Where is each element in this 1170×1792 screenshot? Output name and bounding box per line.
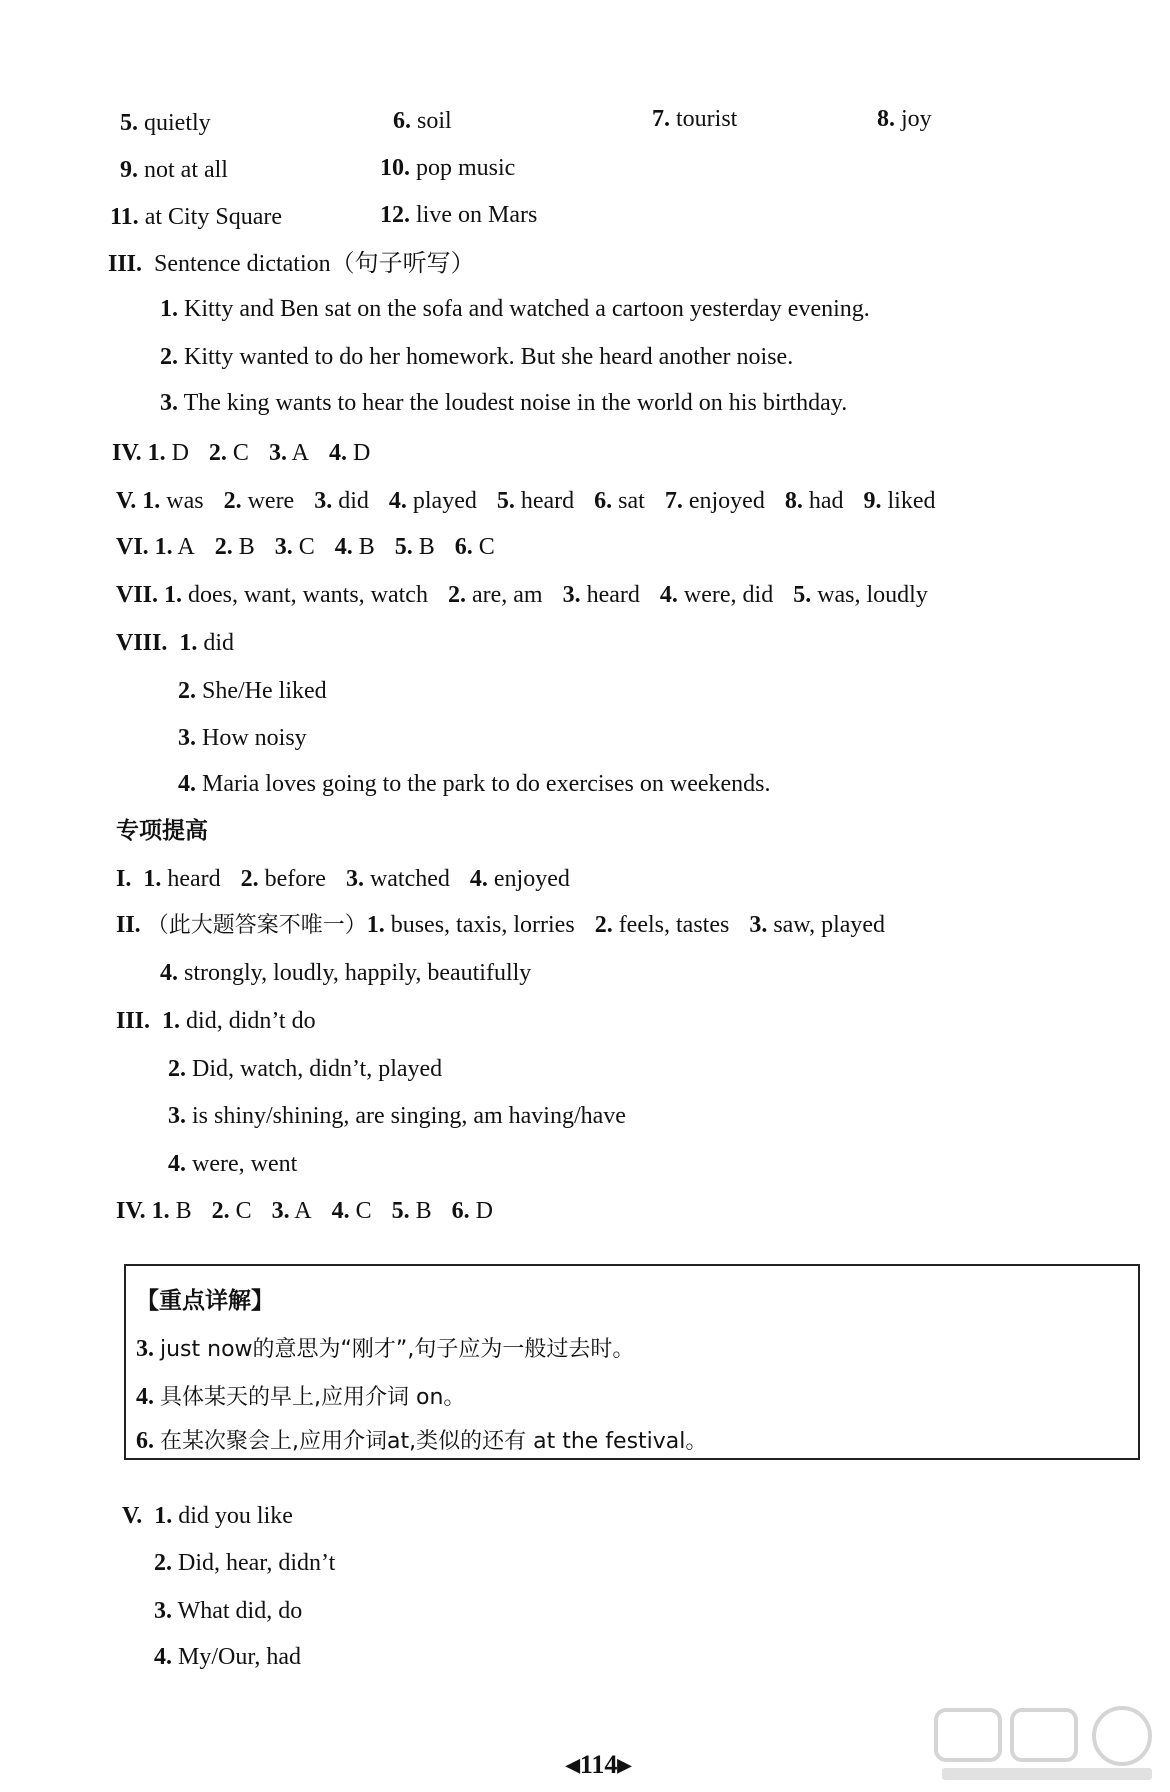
answer-item: 2. Did, watch, didn’t, played (168, 1056, 443, 1082)
answer-row: I. 1. heard 2. before 3. watched 4. enjoyed (116, 866, 570, 892)
page-number: ◀114▶ (566, 1750, 632, 1779)
answer-item: 3. The king wants to hear the loudest noise in the world on his birthday. (160, 390, 848, 416)
answer-item: VIII. 1. did (116, 630, 235, 656)
answer-item: 4. were, went (168, 1151, 298, 1177)
answer-row: V. 1. was 2. were 3. did 4. played 5. heard 6. sat 7. enjoyed 8. had 9. liked (116, 488, 936, 514)
answer-row: IV. 1. D 2. C 3. A 4. D (112, 440, 371, 466)
answer-row: II. （此大题答案不唯一）1. buses, taxis, lorries 2. feels, tastes 3. saw, played (116, 912, 886, 938)
key-points-title: 【重点详解】 (136, 1288, 274, 1314)
answer-item: 3. is shiny/shining, are singing, am having/have (168, 1103, 626, 1129)
answer-item: 8. joy (877, 106, 932, 132)
answer-item: 4. My/Our, had (154, 1644, 302, 1670)
answer-row: IV. 1. B 2. C 3. A 4. C 5. B 6. D (116, 1198, 494, 1224)
answer-row: VII. 1. does, want, wants, watch 2. are, am 3. heard 4. were, did 5. was, loudly (116, 582, 928, 608)
key-point: 4. 具体某天的早上,应用介词 on。 (136, 1384, 466, 1410)
left-triangle-icon: ◀ (566, 1755, 580, 1775)
answer-item: 2. She/He liked (178, 678, 327, 704)
answer-item: 1. Kitty and Ben sat on the sofa and watched a cartoon yesterday evening. (160, 296, 870, 322)
answer-item: 3. How noisy (178, 725, 307, 751)
answer-item: 6. soil (393, 108, 452, 134)
answer-item: 5. quietly (120, 110, 211, 136)
key-points-box (124, 1264, 1140, 1460)
right-triangle-icon: ▶ (617, 1755, 632, 1775)
answer-item: 9. not at all (120, 157, 228, 183)
answer-item: III. 1. did, didn’t do (116, 1008, 316, 1034)
key-point: 6. 在某次聚会上,应用介词at,类似的还有 at the festival。 (136, 1428, 708, 1454)
key-point: 3. just now的意思为“刚才”,句子应为一般过去时。 (136, 1336, 635, 1362)
answer-item: 10. pop music (380, 155, 516, 181)
answer-item: 4. Maria loves going to the park to do exercises on weekends. (178, 771, 771, 797)
answer-item: 4. strongly, loudly, happily, beautifully (160, 960, 532, 986)
answer-item: 3. What did, do (154, 1598, 303, 1624)
answer-item: V. 1. did you like (122, 1503, 293, 1529)
answer-item: 2. Kitty wanted to do her homework. But she heard another noise. (160, 344, 794, 370)
answer-item: 2. Did, hear, didn’t (154, 1550, 336, 1576)
answer-item: 12. live on Mars (380, 202, 538, 228)
section-heading: III. Sentence dictation（句子听写） (108, 251, 475, 277)
answer-item: 7. tourist (652, 106, 738, 132)
answer-row: VI. 1. A 2. B 3. C 4. B 5. B 6. C (116, 534, 495, 560)
section-title: 专项提高 (116, 818, 208, 844)
watermark-logo (932, 1706, 1162, 1786)
answer-item: 11. at City Square (110, 204, 282, 230)
